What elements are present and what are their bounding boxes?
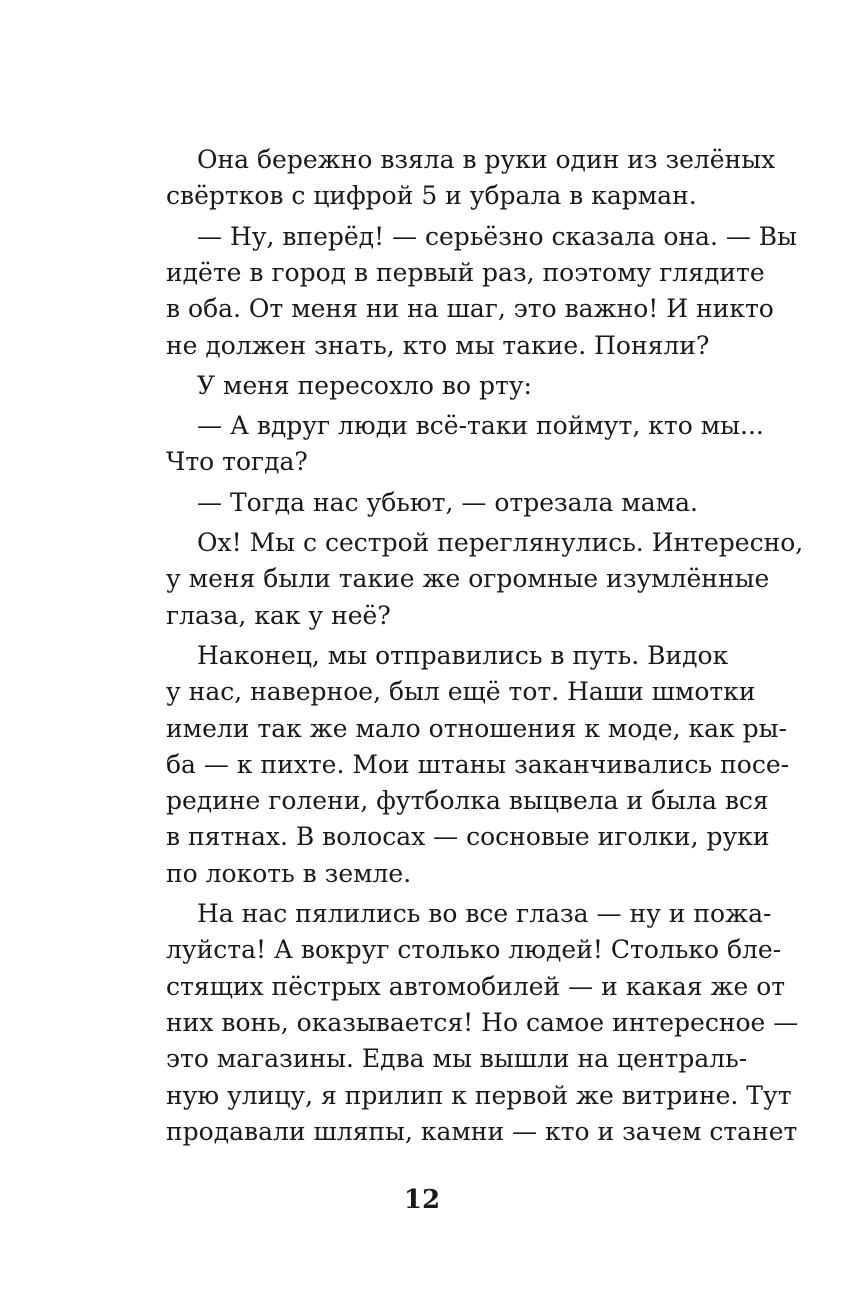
text-line: На нас пялились во все глаза — ну и пожа- xyxy=(197,899,772,928)
text-line: Она бережно взяла в руки один из зелёных xyxy=(197,145,776,174)
text-line: стящих пёстрых автомобилей — и какая же от xyxy=(166,971,786,1001)
text-line: редине голени, футболка выцвела и была вся xyxy=(166,786,769,816)
text-line: ба — к пихте. Мои штаны заканчивались посе- xyxy=(166,749,790,779)
text-line: по локоть в земле. xyxy=(166,858,412,888)
text-line: Ох! Мы с сестрой переглянулись. Интересно, xyxy=(197,528,804,557)
text-line: продавали шляпы, камни — кто и зачем станет xyxy=(166,1116,798,1146)
text-line: них вонь, оказывается! Но самое интересное — xyxy=(166,1007,799,1037)
text-line: это магазины. Едва мы вышли на централь- xyxy=(166,1044,748,1074)
text-line: имели так же мало отношения к моде, как ры- xyxy=(166,713,787,743)
text-line: в оба. От меня ни на шаг, это важно! И никто xyxy=(166,294,774,324)
text-line: свёртков с цифрой 5 и убрала в карман. xyxy=(166,181,697,211)
text-line: у меня были такие же огромные изумлённые xyxy=(166,564,770,594)
text-line: глаза, как у неё? xyxy=(166,600,391,630)
text-line: не должен знать, кто мы такие. Поняли? xyxy=(166,330,710,360)
text-line: Что тогда? xyxy=(166,447,308,477)
text-line: в пятнах. В волосах — сосновые иголки, руки xyxy=(166,822,770,852)
page-number: 12 xyxy=(403,1185,441,1215)
text-line: Наконец, мы отправились в путь. Видок xyxy=(197,640,729,670)
text-line: луйста! А вокруг столько людей! Столько бле- xyxy=(166,935,782,965)
text-line: идёте в город в первый раз, поэтому глядите xyxy=(166,257,765,287)
text-line: — А вдруг люди всё-таки поймут, кто мы... xyxy=(197,411,764,441)
text-line: — Тогда нас убьют, — отрезала мама. xyxy=(197,487,698,517)
text-line: У меня пересохло во рту: xyxy=(197,370,532,400)
text-line: ную улицу, я прилип к первой же витрине. Тут xyxy=(166,1080,792,1110)
text-line: у нас, наверное, был ещё тот. Наши шмотки xyxy=(166,677,756,707)
text-line: — Ну, вперёд! — серьёзно сказала она. — Вы xyxy=(197,221,798,251)
